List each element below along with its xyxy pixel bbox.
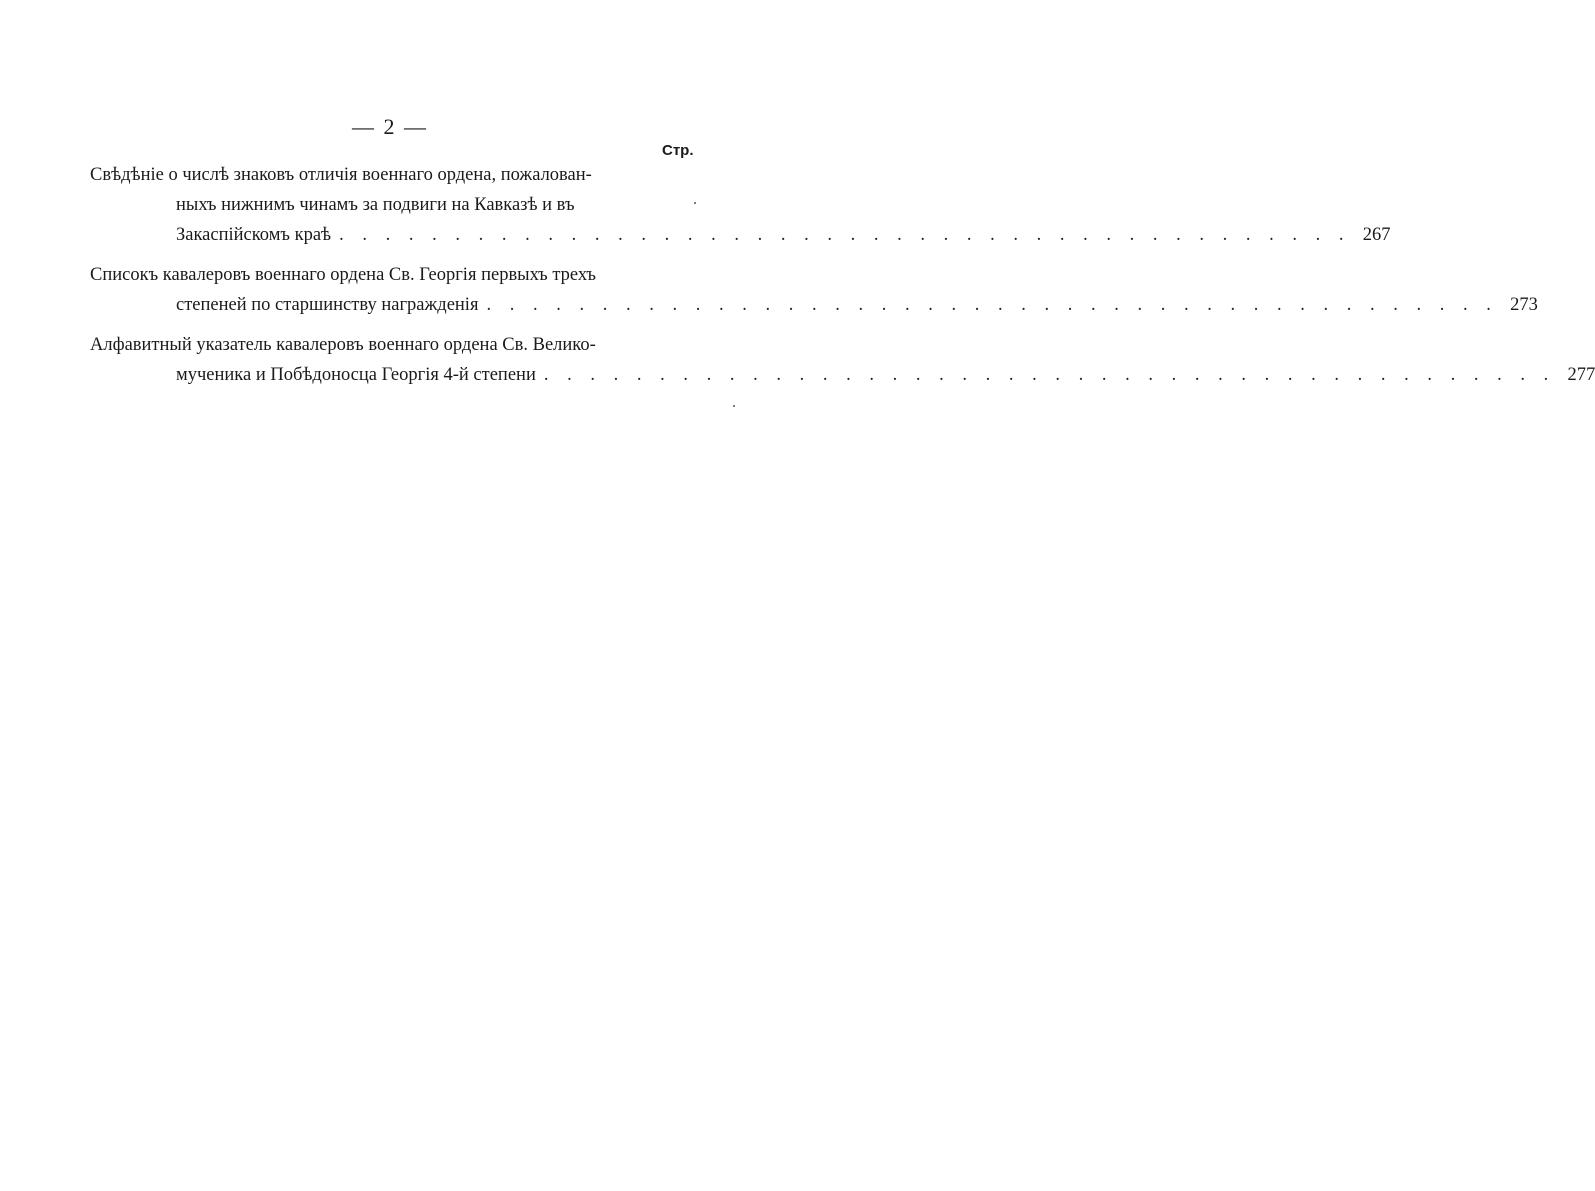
toc-line xyxy=(90,260,698,290)
print-speck xyxy=(733,405,735,407)
toc-line xyxy=(90,160,698,190)
dot-leader: . . . . . . . . . . . . . . . . . . . . . . . . . . . . . . . . . . . . . . . . . . . . xyxy=(543,365,1556,385)
toc-entry-awards-caucasus[interactable] xyxy=(90,160,1391,250)
toc-line xyxy=(90,360,1595,390)
toc-page-number: 273 xyxy=(1510,295,1538,315)
toc-entry-title: Списокъ кавалеровъ военнаго ордена Св. Георгія первыхъ трехъ xyxy=(90,265,596,285)
table-of-contents xyxy=(90,160,1595,400)
toc-entry-title: мученика и Побѣдоносца Георгія 4-й степени xyxy=(176,365,536,385)
toc-entry-title: Алфавитный указатель кавалеровъ военнаго ордена Св. Велико- xyxy=(90,335,596,355)
toc-entry-title: ныхъ нижнимъ чинамъ за подвиги на Кавказѣ и въ xyxy=(176,195,575,215)
toc-entry-title: Закаспійскомъ краѣ xyxy=(176,225,332,245)
print-speck xyxy=(694,202,696,204)
toc-line xyxy=(90,330,698,360)
page-number: — 2 — xyxy=(352,114,428,139)
toc-entry-title: степеней по старшинству награжденія xyxy=(176,295,479,315)
toc-entry-alphabetical-index[interactable] xyxy=(90,330,1595,390)
toc-page-number: 277 xyxy=(1567,365,1595,385)
dot-leader: . . . . . . . . . . . . . . . . . . . . . . . . . . . . . . . . . . . . . . . . . . . . xyxy=(486,295,1498,315)
dot-leader: . . . . . . . . . . . . . . . . . . . . . . . . . . . . . . . . . . . . . . . . . . . . xyxy=(339,225,1351,245)
toc-line xyxy=(90,190,698,220)
toc-line xyxy=(90,220,1391,250)
toc-entry-title: Свѣдѣніе о числѣ знаковъ отличія военнаго ордена, пожалован- xyxy=(90,165,592,185)
page-column-header: Стр. xyxy=(662,142,694,159)
toc-page-number: 267 xyxy=(1362,225,1391,245)
toc-entry-cavaliers-list[interactable] xyxy=(90,260,1538,320)
toc-line xyxy=(90,290,1538,320)
